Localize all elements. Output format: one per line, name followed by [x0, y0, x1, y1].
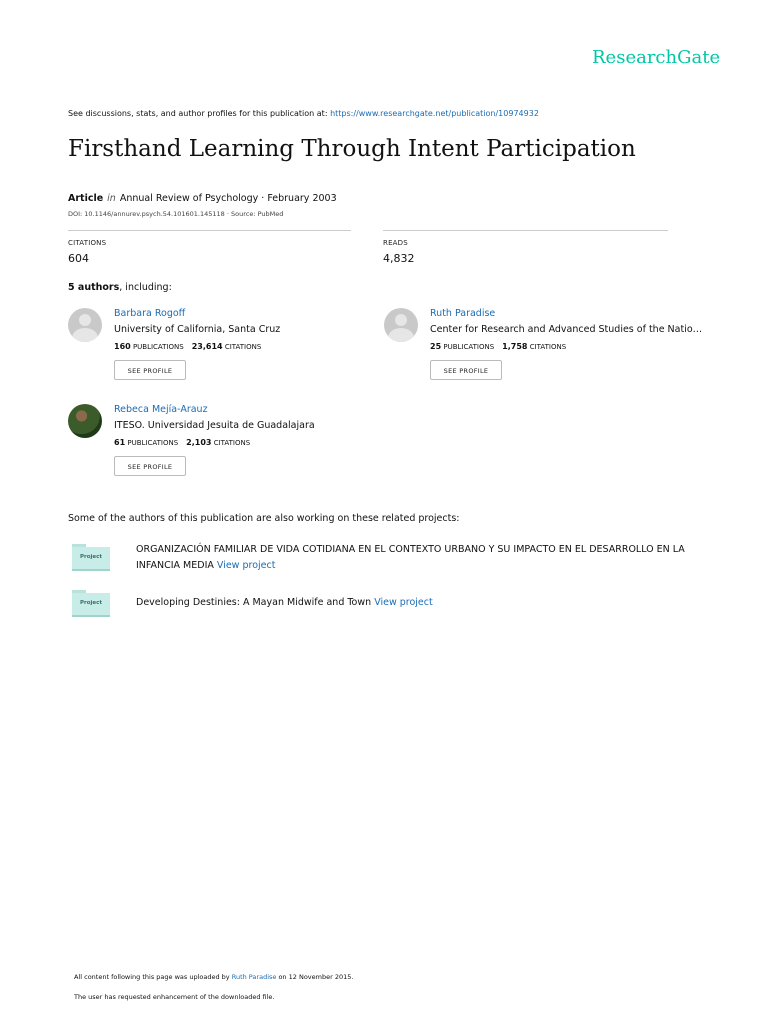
doi-line: DOI: 10.1146/annurev.psych.54.101601.145118 · Source: PubMed: [68, 210, 284, 218]
reads-divider: [383, 230, 668, 231]
author-institution: University of California, Santa Cruz: [114, 324, 281, 335]
author-stats: [430, 342, 566, 351]
reads-value: 4,832: [383, 252, 415, 265]
project-folder-icon: [72, 544, 110, 570]
citations-value: 604: [68, 252, 89, 265]
publications-label: PUBLICATIONS: [132, 343, 184, 351]
author-card: [384, 308, 704, 398]
researchgate-logo[interactable]: ResearchGate: [592, 47, 721, 68]
in-label: in: [107, 193, 116, 204]
reads-label: READS: [383, 239, 408, 247]
enhancement-note: The user has requested enhancement of the downloaded file.: [74, 993, 275, 1001]
view-project-link[interactable]: View project: [216, 560, 276, 571]
publication-type: Article: [68, 193, 104, 204]
upload-suffix: on 12 November 2015.: [276, 973, 354, 981]
citations-label: CITATIONS: [68, 239, 107, 247]
author-name-link[interactable]: Ruth Paradise: [430, 308, 496, 319]
citations-divider: [68, 230, 351, 231]
avatar-placeholder-icon[interactable]: [68, 308, 102, 342]
author-card: [68, 404, 388, 494]
author-name-link[interactable]: Rebeca Mejía-Arauz: [114, 404, 208, 415]
author-stats: [114, 438, 250, 447]
citations-count: 1,758: [502, 342, 528, 351]
disclaimer-text: See discussions, stats, and author profiles for this publication at:: [68, 109, 331, 118]
journal-info: Annual Review of Psychology · February 2003: [119, 193, 337, 204]
related-projects-heading: Some of the authors of this publication are also working on these related projects:: [68, 513, 460, 524]
citations-label: CITATIONS: [529, 343, 567, 351]
page-title: Firsthand Learning Through Intent Participation: [68, 136, 636, 162]
authors-suffix: , including:: [119, 282, 172, 293]
publication-url-link[interactable]: https://www.researchgate.net/publication/10974932: [330, 109, 539, 118]
view-project-link[interactable]: View project: [374, 597, 433, 608]
author-photo-avatar[interactable]: [68, 404, 102, 438]
author-stats: [114, 342, 261, 351]
project-item: [136, 542, 696, 574]
publications-label: PUBLICATIONS: [127, 439, 179, 447]
citations-label: CITATIONS: [224, 343, 262, 351]
publications-count: 61: [114, 438, 126, 447]
see-profile-button[interactable]: SEE PROFILE: [114, 456, 186, 476]
disclaimer: [68, 109, 539, 118]
citations-label: CITATIONS: [213, 439, 251, 447]
publication-meta: [68, 193, 337, 204]
project-title: Developing Destinies: A Mayan Midwife and Town: [136, 597, 375, 608]
authors-heading: [68, 282, 172, 293]
see-profile-button[interactable]: SEE PROFILE: [430, 360, 502, 380]
publications-count: 25: [430, 342, 442, 351]
upload-prefix: All content following this page was uploaded by: [74, 973, 232, 981]
project-folder-icon: [72, 590, 110, 616]
author-institution: ITESO. Universidad Jesuita de Guadalajara: [114, 420, 315, 431]
upload-note: [74, 973, 353, 981]
authors-count: 5 authors: [68, 282, 120, 293]
avatar-placeholder-icon[interactable]: [384, 308, 418, 342]
citations-count: 2,103: [186, 438, 212, 447]
project-item: [136, 595, 696, 611]
project-icon-label: Project: [79, 554, 103, 560]
citations-count: 23,614: [191, 342, 223, 351]
project-title: ORGANIZACIÓN FAMILIAR DE VIDA COTIDIANA EN EL CONTEXTO URBANO Y SU IMPACTO EN EL DESARROLLO EN LA INFANCIA MEDIA: [136, 544, 685, 571]
publications-count: 160: [114, 342, 131, 351]
see-profile-button[interactable]: SEE PROFILE: [114, 360, 186, 380]
project-icon-label: Project: [79, 600, 103, 606]
author-institution: Center for Research and Advanced Studies of the Natio…: [430, 324, 703, 335]
uploader-link[interactable]: Ruth Paradise: [231, 973, 277, 981]
author-card: [68, 308, 388, 398]
author-name-link[interactable]: Barbara Rogoff: [114, 308, 186, 319]
publications-label: PUBLICATIONS: [443, 343, 495, 351]
